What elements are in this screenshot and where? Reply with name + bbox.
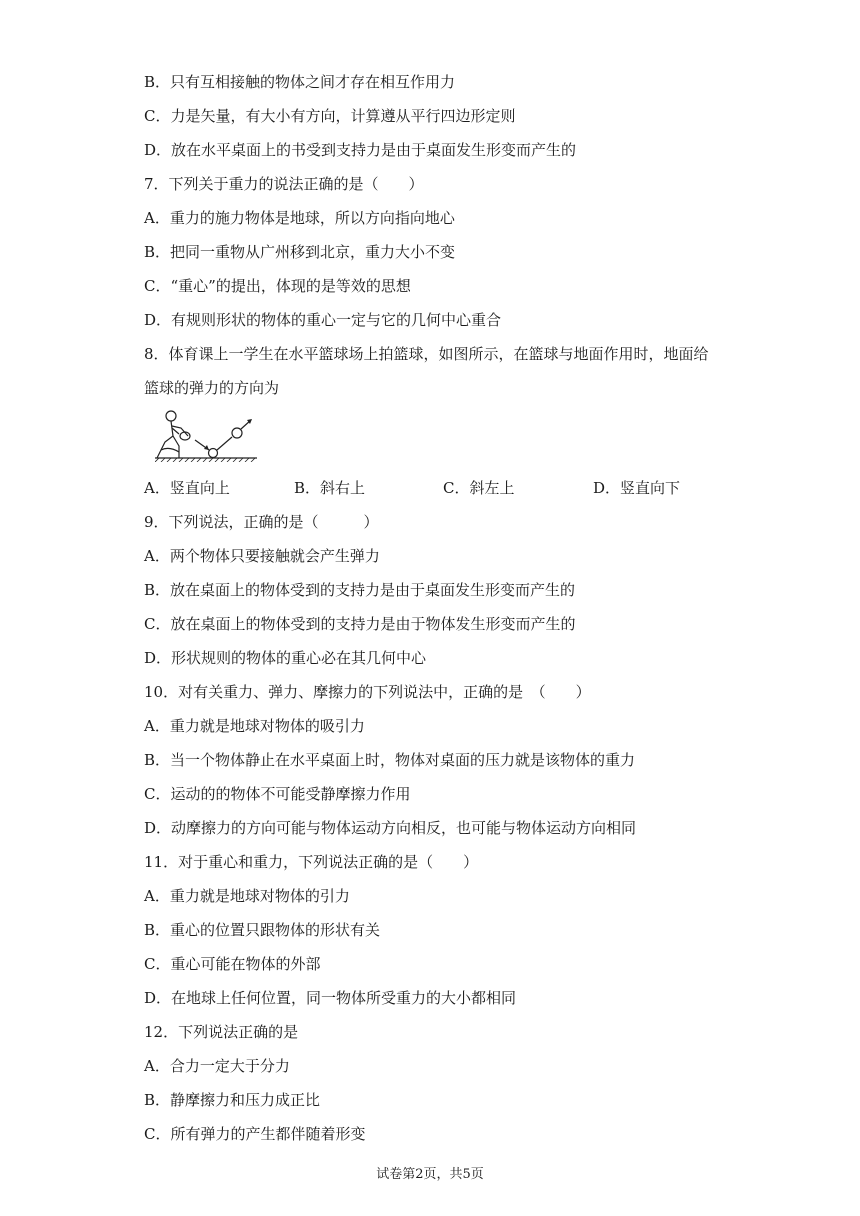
option-c-q10: C．运动的的物体不可能受静摩擦力作用 [144,785,411,803]
option-b-q8: B．斜右上 [294,479,366,497]
option-d-q11: D．在地球上任何位置，同一物体所受重力的大小都相同 [144,989,517,1007]
option-a-q11: A．重力就是地球对物体的引力 [144,887,350,905]
option-c-q12: C．所有弹力的产生都伴随着形变 [144,1125,366,1143]
ground-hatch [155,458,255,462]
option-c-q11: C．重心可能在物体的外部 [144,955,321,973]
arrowheads [204,419,252,450]
option-a-q9: A．两个物体只要接触就会产生弹力 [144,547,380,565]
option-b-q10: B．当一个物体静止在水平桌面上时，物体对桌面的压力就是该物体的重力 [144,751,636,769]
question-11: 11．对于重心和重力，下列说法正确的是（ ） [144,853,479,871]
option-b-q11: B．重心的位置只跟物体的形状有关 [144,921,381,939]
option-d-q6: D．放在水平桌面上的书受到支持力是由于桌面发生形变而产生的 [144,141,577,159]
option-c-q8: C．斜左上 [443,479,515,497]
question-8-line-2: 篮球的弹力的方向为 [144,379,280,397]
option-b-q12: B．静摩擦力和压力成正比 [144,1091,321,1109]
ball-path [195,420,251,458]
student-figure [157,411,190,458]
option-b-q9: B．放在桌面上的物体受到的支持力是由于桌面发生形变而产生的 [144,581,576,599]
option-c-q7: C．“重心”的提出，体现的是等效的思想 [144,277,411,295]
option-a-q8: A．竖直向上 [144,479,230,497]
option-a-q10: A．重力就是地球对物体的吸引力 [144,717,365,735]
option-c-q6: C．力是矢量，有大小有方向，计算遵从平行四边形定则 [144,107,516,125]
option-b-q7: B．把同一重物从广州移到北京，重力大小不变 [144,243,456,261]
question-8-line-1: 8．体育课上一学生在水平篮球场上拍篮球，如图所示，在篮球与地面作用时，地面给 [144,345,709,363]
option-b-q6: B．只有互相接触的物体之间才存在相互作用力 [144,73,456,91]
basketball-figure [155,406,259,462]
page-footer: 试卷第2页，共5页 [376,1167,484,1182]
question-9: 9．下列说法，正确的是（ ） [144,513,379,531]
question-10: 10．对有关重力、弹力、摩擦力的下列说法中，正确的是 （ ） [144,683,591,701]
option-a-q7: A．重力的施力物体是地球，所以方向指向地心 [144,209,455,227]
option-d-q8: D．竖直向下 [593,479,681,497]
option-d-q7: D．有规则形状的物体的重心一定与它的几何中心重合 [144,311,502,329]
option-d-q10: D．动摩擦力的方向可能与物体运动方向相反，也可能与物体运动方向相同 [144,819,637,837]
option-d-q9: D．形状规则的物体的重心必在其几何中心 [144,649,427,667]
option-a-q12: A．合力一定大于分力 [144,1057,290,1075]
option-c-q9: C．放在桌面上的物体受到的支持力是由于物体发生形变而产生的 [144,615,576,633]
question-12: 12．下列说法正确的是 [144,1023,299,1041]
q8-options [144,478,784,498]
question-7: 7．下列关于重力的说法正确的是（ ） [144,175,424,193]
